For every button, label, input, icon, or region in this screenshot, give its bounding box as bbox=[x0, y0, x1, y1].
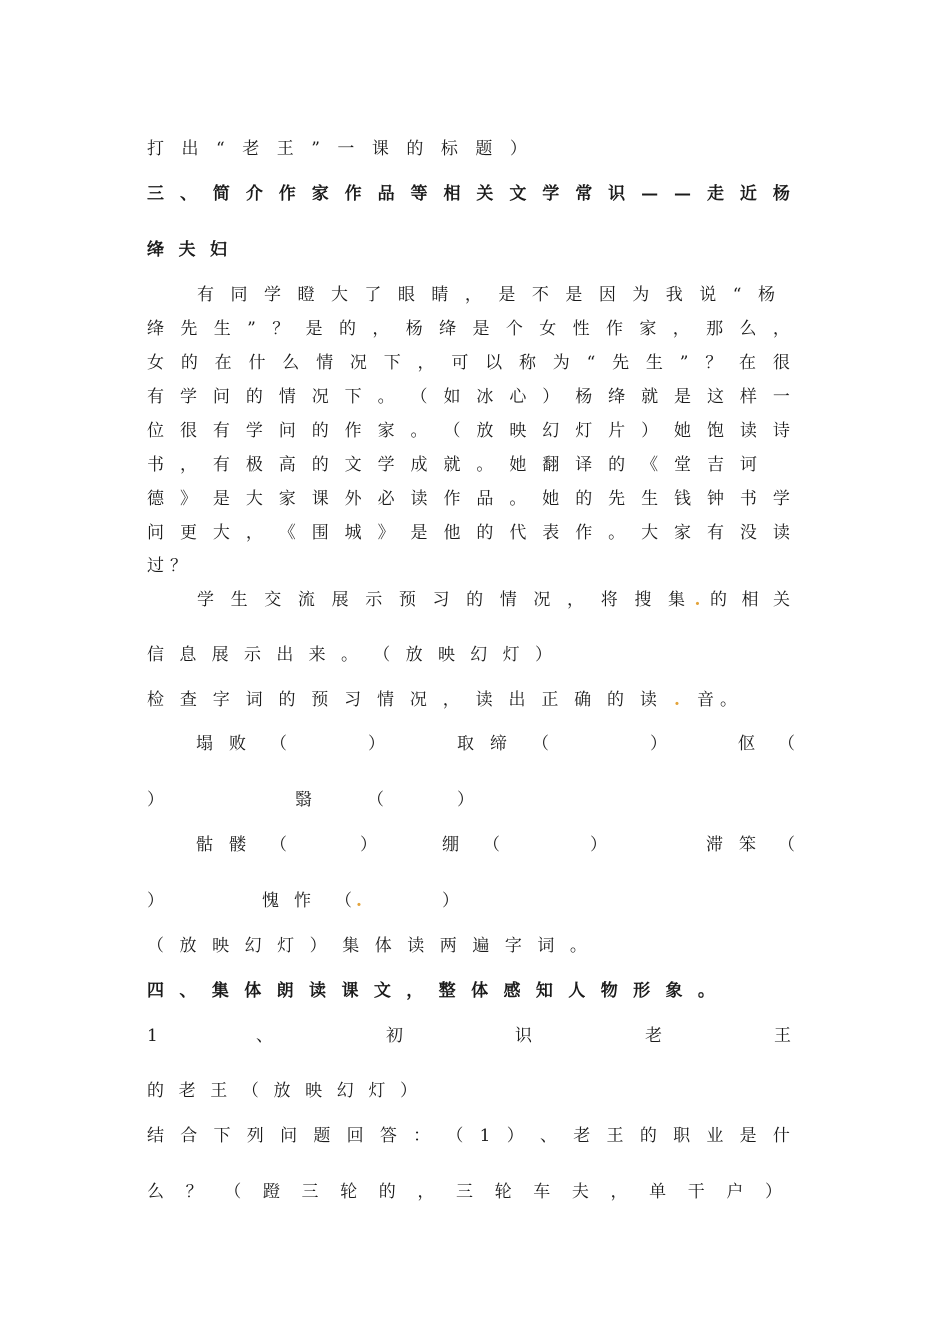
vocab-bracket: ） bbox=[650, 734, 667, 754]
paragraph-line: 女 的 在 什 么 情 况 下 ， 可 以 称 为 “ 先 生 ” ？ 在 很 bbox=[147, 353, 790, 373]
vocab-bracket: （ bbox=[778, 835, 795, 855]
paragraph-line: 有 学 问 的 情 况 下 。 （ 如 冰 心 ） 杨 绛 就 是 这 样 一 bbox=[147, 387, 790, 407]
paragraph-line: 有 同 学 瞪 大 了 眼 睛 ， 是 不 是 因 为 我 说 “ 杨 bbox=[197, 285, 775, 305]
vocab-bracket: ） bbox=[442, 891, 459, 911]
section-heading-continued: 绛 夫 妇 bbox=[147, 240, 227, 260]
vocab-bracket: ） bbox=[360, 835, 377, 855]
text-segment: 音 。 bbox=[696, 690, 737, 710]
paragraph-line: 信 息 展 示 出 来 。 （ 放 映 幻 灯 ） bbox=[147, 645, 552, 665]
vocab-char: 滞 bbox=[706, 835, 723, 855]
vocab-bracket: （ bbox=[367, 790, 384, 810]
vocab-char: 取 bbox=[457, 734, 474, 754]
vocab-bracket: ） bbox=[368, 734, 385, 754]
vocab-bracket: （ bbox=[532, 734, 549, 754]
vocab-char: 伛 bbox=[738, 734, 755, 754]
vocab-char: 愧 bbox=[262, 891, 279, 911]
emphasis-dot: . bbox=[674, 690, 680, 710]
vocab-bracket: ） bbox=[590, 835, 607, 855]
text-char: 初 bbox=[386, 1026, 403, 1046]
paragraph-line: 么 ？ （ 蹬 三 轮 的 ， 三 轮 车 夫 ， 单 干 户 ） bbox=[147, 1182, 782, 1202]
vocab-bracket: （ bbox=[335, 891, 352, 911]
vocab-char: 髅 bbox=[229, 835, 246, 855]
paragraph-line: 问 更 大 ， 《 围 城 》 是 他 的 代 表 作 。 大 家 有 没 读 bbox=[147, 523, 790, 543]
vocab-bracket: （ bbox=[778, 734, 795, 754]
text-char: 、 bbox=[256, 1026, 273, 1046]
emphasis-dot: . bbox=[694, 590, 701, 610]
text-segment: 的 相 关 bbox=[709, 590, 790, 610]
list-number: 1 bbox=[147, 1026, 158, 1046]
paragraph-line: 过 ？ bbox=[147, 556, 187, 576]
text-line: 打 出 “ 老 王 ” 一 课 的 标 题 ） bbox=[147, 139, 527, 159]
vocab-char: 缔 bbox=[490, 734, 507, 754]
paragraph-line: 书 ， 有 极 高 的 文 学 成 就 。 她 翻 译 的 《 堂 吉 诃 bbox=[147, 455, 757, 475]
paragraph-line: 德 》 是 大 家 课 外 必 读 作 品 。 她 的 先 生 钱 钟 书 学 bbox=[147, 489, 790, 509]
vocab-bracket: （ bbox=[270, 734, 287, 754]
vocab-char: 塌 bbox=[196, 734, 213, 754]
vocab-char: 骷 bbox=[196, 835, 213, 855]
paragraph-line: 位 很 有 学 问 的 作 家 。 （ 放 映 幻 灯 片 ） 她 饱 读 诗 bbox=[147, 421, 790, 441]
paragraph-line: 结 合 下 列 问 题 回 答 ： （ 1 ） 、 老 王 的 职 业 是 什 bbox=[147, 1126, 790, 1146]
paragraph-line bbox=[147, 690, 737, 710]
section-heading: 三 、 简 介 作 家 作 品 等 相 关 文 学 常 识 — — 走 近 杨 bbox=[147, 184, 790, 204]
vocab-char: 败 bbox=[229, 734, 246, 754]
text-char: 老 bbox=[645, 1026, 662, 1046]
paragraph-line bbox=[197, 590, 790, 610]
text-char: 识 bbox=[515, 1026, 532, 1046]
vocab-bracket: （ bbox=[483, 835, 500, 855]
vocab-char: 笨 bbox=[739, 835, 756, 855]
section-heading: 四 、 集 体 朗 读 课 文 ， 整 体 感 知 人 物 形 象 。 bbox=[147, 981, 715, 1001]
vocab-char: 绷 bbox=[442, 835, 459, 855]
text-char: 王 bbox=[774, 1026, 791, 1046]
text-segment: 学 生 交 流 展 示 预 习 的 情 况 ， 将 搜 集 bbox=[197, 590, 685, 610]
paragraph-line: （ 放 映 幻 灯 ） 集 体 读 两 遍 字 词 。 bbox=[147, 936, 587, 956]
emphasis-dot: . bbox=[356, 891, 362, 911]
vocab-bracket: ） bbox=[147, 891, 164, 911]
vocab-bracket: ） bbox=[147, 790, 164, 810]
vocab-bracket: （ bbox=[270, 835, 287, 855]
vocab-char: 怍 bbox=[294, 891, 311, 911]
vocab-bracket: ） bbox=[457, 790, 474, 810]
vocab-char: 翳 bbox=[295, 790, 312, 810]
paragraph-line: 的 老 王 （ 放 映 幻 灯 ） bbox=[147, 1081, 417, 1101]
paragraph-line: 绛 先 生 ” ？ 是 的 ， 杨 绛 是 个 女 性 作 家 ， 那 么 ， bbox=[147, 319, 790, 339]
text-segment: 检 查 字 词 的 预 习 情 况 ， 读 出 正 确 的 读 bbox=[147, 690, 657, 710]
